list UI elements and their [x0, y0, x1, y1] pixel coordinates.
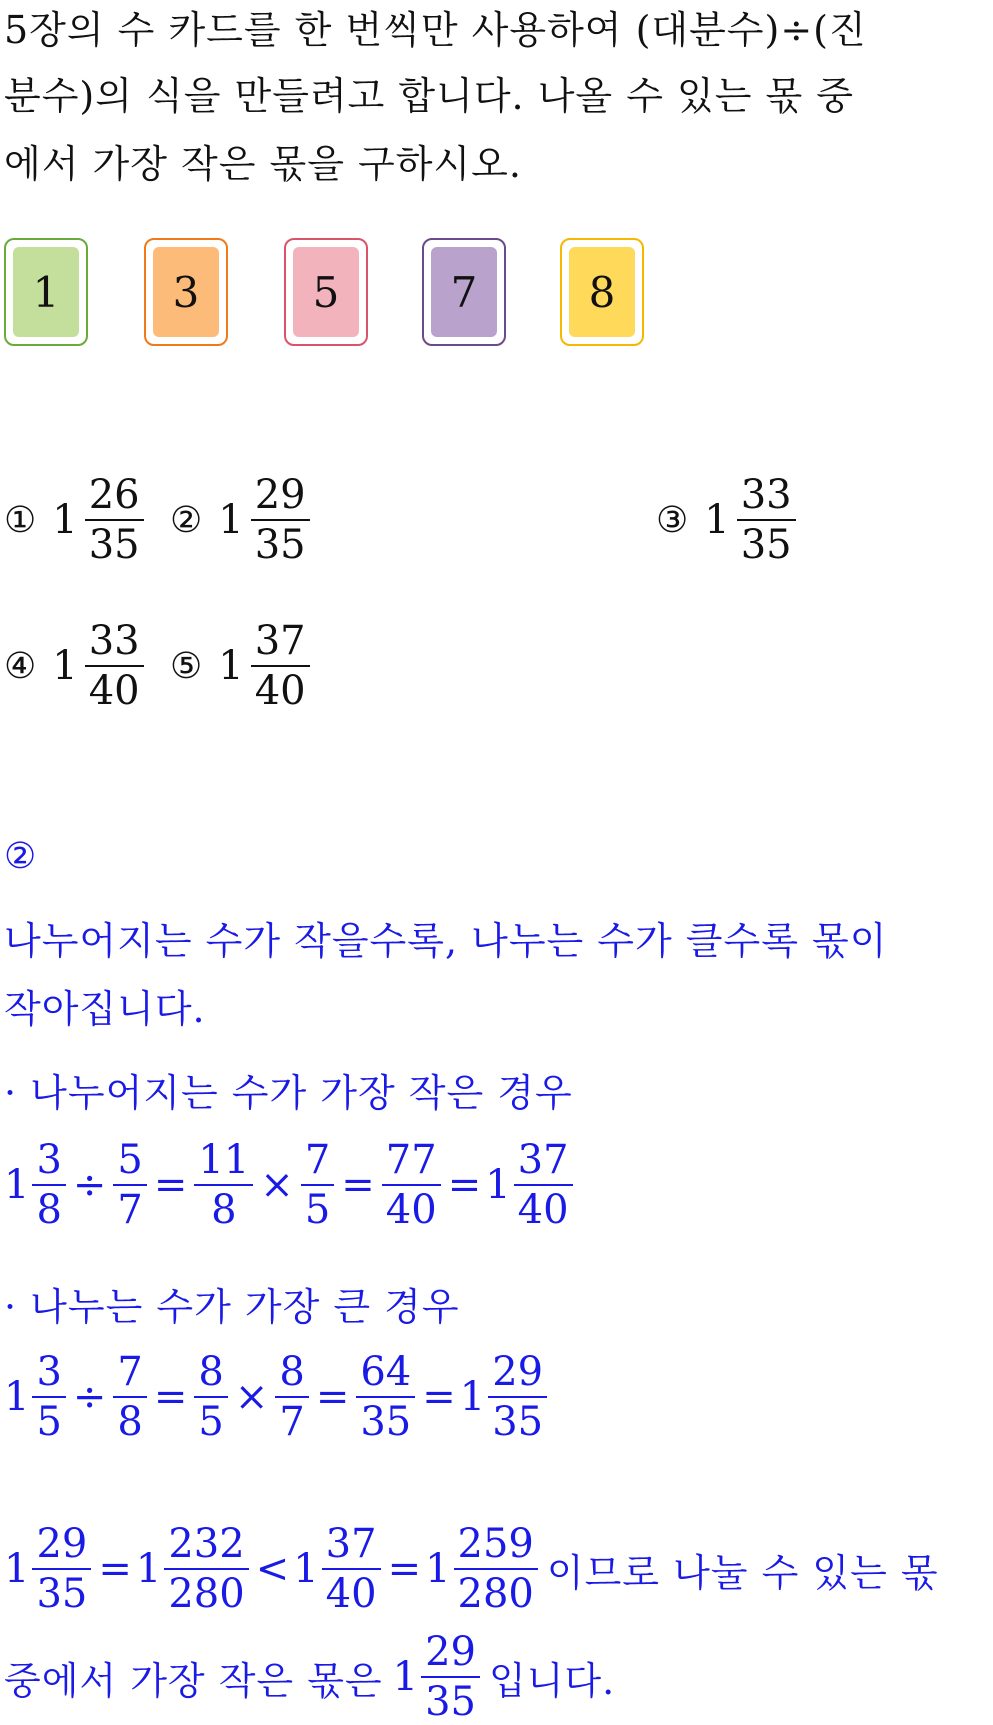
fraction: [251, 618, 310, 714]
option-5[interactable]: [170, 618, 313, 714]
equals-sign: =: [153, 1162, 188, 1208]
option-4[interactable]: [4, 618, 147, 714]
case2-label: · 나누는 수가 가장 큰 경우: [4, 1285, 460, 1329]
divide-sign: ÷: [72, 1162, 107, 1208]
equals-sign: =: [422, 1374, 456, 1420]
option-mark: ②: [170, 499, 203, 541]
denominator: 8: [36, 1187, 62, 1233]
whole-number: 1: [52, 643, 78, 689]
whole-number: 1: [4, 1162, 30, 1208]
option-2[interactable]: [170, 472, 313, 568]
times-sign: ×: [260, 1162, 294, 1208]
fraction: [421, 1629, 480, 1725]
equals-sign: =: [341, 1162, 375, 1208]
number-card: [284, 238, 368, 346]
case1-equation: [4, 1137, 576, 1233]
denominator: 40: [88, 668, 140, 714]
final-head: 중에서 가장 작은 몫은: [4, 1658, 383, 1703]
numerator: 7: [113, 1352, 146, 1398]
equals-sign: =: [387, 1546, 422, 1592]
denominator: 35: [254, 522, 306, 568]
numerator: 5: [113, 1140, 146, 1186]
fraction: [322, 1521, 381, 1617]
whole-number: 1: [293, 1546, 319, 1592]
fraction: [32, 1137, 65, 1233]
whole-number: 1: [218, 643, 244, 689]
whole-number: 1: [52, 497, 78, 543]
option-3[interactable]: [656, 472, 799, 568]
denominator: 40: [325, 1571, 377, 1617]
card-value: 8: [569, 247, 635, 337]
question-line-3: 에서 가장 작은 몫을 구하시오.: [4, 142, 522, 186]
numerator: 11: [194, 1140, 253, 1186]
times-sign: ×: [234, 1374, 269, 1420]
numerator: 26: [85, 475, 144, 521]
whole-number: 1: [485, 1162, 511, 1208]
numerator: 37: [514, 1140, 573, 1186]
whole-number: 1: [392, 1654, 419, 1700]
numerator: 29: [251, 475, 310, 521]
fraction: [454, 1521, 538, 1617]
numerator: 7: [301, 1140, 334, 1186]
option-mark: ④: [4, 645, 37, 687]
fraction: [514, 1137, 573, 1233]
denominator: 5: [36, 1399, 62, 1445]
fraction: [194, 1349, 227, 1445]
case1-label: · 나누어지는 수가 가장 작은 경우: [4, 1071, 573, 1115]
denominator: 40: [385, 1187, 437, 1233]
denominator: 7: [279, 1399, 305, 1445]
question-line-1: 5장의 수 카드를 한 번씩만 사용하여 (대분수)÷(진: [4, 8, 867, 52]
equals-sign: =: [315, 1374, 350, 1420]
denominator: 35: [425, 1679, 476, 1725]
fraction: [85, 472, 144, 568]
whole-number: 1: [4, 1546, 30, 1592]
fraction: [32, 1349, 65, 1445]
less-than-sign: <: [255, 1546, 290, 1592]
comparison-line: [4, 1521, 939, 1617]
numerator: 33: [737, 475, 796, 521]
card-value: 3: [153, 247, 219, 337]
divide-sign: ÷: [72, 1374, 107, 1420]
denominator: 5: [304, 1187, 331, 1233]
option-mark: ⑤: [170, 645, 203, 687]
answer-mark: ②: [4, 836, 37, 877]
numerator: 77: [382, 1140, 441, 1186]
denominator: 35: [360, 1399, 412, 1445]
numerator: 232: [164, 1524, 248, 1570]
numerator: 8: [194, 1352, 227, 1398]
fraction: [113, 1137, 146, 1233]
whole-number: 1: [135, 1546, 162, 1592]
solution-line-1: 나누어지는 수가 작을수록, 나누는 수가 클수록 몫이: [4, 919, 888, 963]
numerator: 8: [275, 1352, 308, 1398]
fraction: [301, 1137, 334, 1233]
whole-number: 1: [425, 1546, 451, 1592]
equals-sign: =: [98, 1546, 132, 1592]
denominator: 35: [740, 522, 792, 568]
numerator: 259: [454, 1524, 538, 1570]
number-card: [560, 238, 644, 346]
fraction: [488, 1349, 547, 1445]
whole-number: 1: [218, 497, 244, 543]
card-value: 7: [431, 247, 497, 337]
card-value: 1: [13, 247, 79, 337]
numerator: 37: [251, 621, 310, 667]
denominator: 35: [492, 1399, 544, 1445]
whole-number: 1: [704, 497, 730, 543]
final-line: [4, 1629, 616, 1725]
numerator: 37: [322, 1524, 381, 1570]
comparison-tail: 이므로 나눌 수 있는 몫: [546, 1550, 939, 1595]
denominator: 7: [117, 1187, 143, 1233]
question-line-2: 분수)의 식을 만들려고 합니다. 나올 수 있는 몫 중: [4, 74, 854, 118]
numerator: 33: [85, 621, 144, 667]
number-card: [4, 238, 88, 346]
number-card: [422, 238, 506, 346]
fraction: [275, 1349, 308, 1445]
whole-number: 1: [4, 1374, 30, 1420]
fraction: [356, 1349, 415, 1445]
whole-number: 1: [459, 1374, 486, 1420]
fraction: [32, 1521, 91, 1617]
equals-sign: =: [447, 1162, 482, 1208]
option-1[interactable]: [4, 472, 147, 568]
numerator: 29: [421, 1632, 480, 1678]
denominator: 5: [198, 1399, 224, 1445]
numerator: 64: [356, 1352, 415, 1398]
option-mark: ①: [4, 499, 37, 541]
fraction: [164, 1521, 248, 1617]
fraction: [382, 1137, 441, 1233]
fraction: [737, 472, 796, 568]
fraction: [251, 472, 310, 568]
numerator: 29: [488, 1352, 547, 1398]
number-card: [144, 238, 228, 346]
option-mark: ③: [656, 499, 689, 541]
fraction: [194, 1137, 253, 1233]
denominator: 280: [168, 1571, 245, 1617]
denominator: 35: [88, 522, 140, 568]
numerator: 29: [32, 1524, 91, 1570]
fraction: [113, 1349, 146, 1445]
denominator: 35: [36, 1571, 88, 1617]
denominator: 8: [211, 1187, 237, 1233]
equals-sign: =: [153, 1374, 188, 1420]
numerator: 3: [32, 1140, 65, 1186]
denominator: 280: [457, 1571, 534, 1617]
case2-equation: [4, 1349, 550, 1445]
solution-line-2: 작아집니다.: [4, 987, 206, 1031]
numerator: 3: [32, 1352, 65, 1398]
final-tail: 입니다.: [488, 1658, 616, 1703]
denominator: 8: [117, 1399, 143, 1445]
fraction: [85, 618, 144, 714]
denominator: 40: [254, 668, 306, 714]
denominator: 40: [517, 1187, 569, 1233]
card-value: 5: [293, 247, 359, 337]
